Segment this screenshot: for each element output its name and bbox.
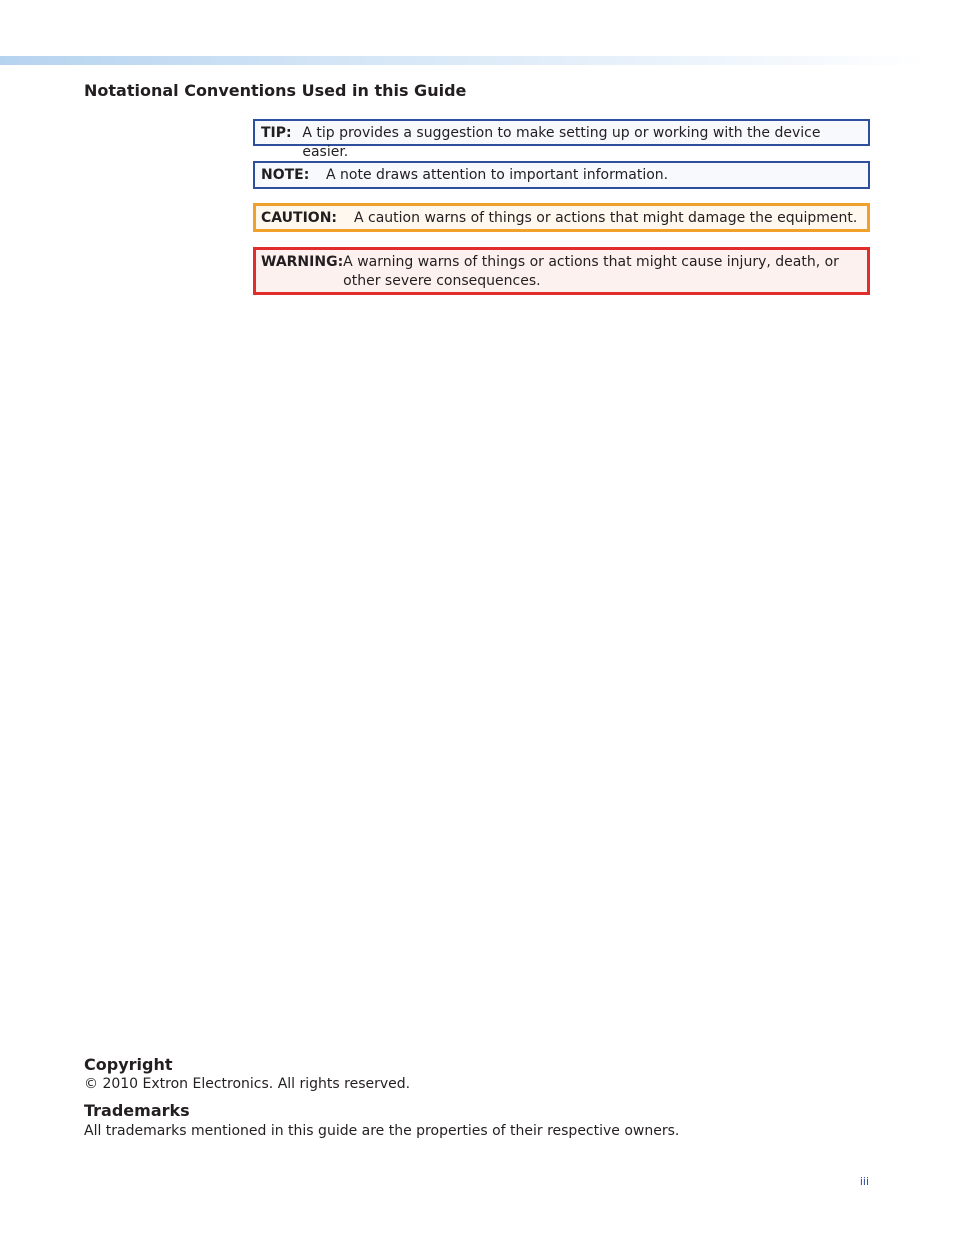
- page-number: iii: [859, 1175, 869, 1188]
- trademarks-text: All trademarks mentioned in this guide are the properties of their respective owners.: [84, 1123, 680, 1139]
- note-callout: [253, 161, 870, 189]
- caution-label: CAUTION:: [261, 210, 338, 226]
- tip-label: TIP:: [261, 125, 292, 141]
- copyright-heading: Copyright: [84, 1055, 173, 1074]
- section-title: Notational Conventions Used in this Guide: [84, 81, 467, 100]
- tip-text: A tip provides a suggestion to make setting up or working with the device easier.: [302, 125, 821, 160]
- header-gradient-band: [0, 56, 930, 65]
- caution-text: A caution warns of things or actions that might damage the equipment.: [354, 210, 858, 226]
- warning-label: WARNING:: [261, 254, 344, 270]
- note-text: A note draws attention to important information.: [326, 167, 669, 183]
- copyright-text: © 2010 Extron Electronics. All rights reserved.: [84, 1076, 411, 1092]
- note-label: NOTE:: [261, 167, 310, 183]
- trademarks-heading: Trademarks: [84, 1101, 190, 1120]
- warning-callout: [253, 247, 870, 295]
- warning-text: A warning warns of things or actions that might cause injury, death, or other severe consequences.: [343, 254, 839, 289]
- caution-callout: [253, 203, 870, 232]
- tip-callout: [253, 119, 870, 160]
